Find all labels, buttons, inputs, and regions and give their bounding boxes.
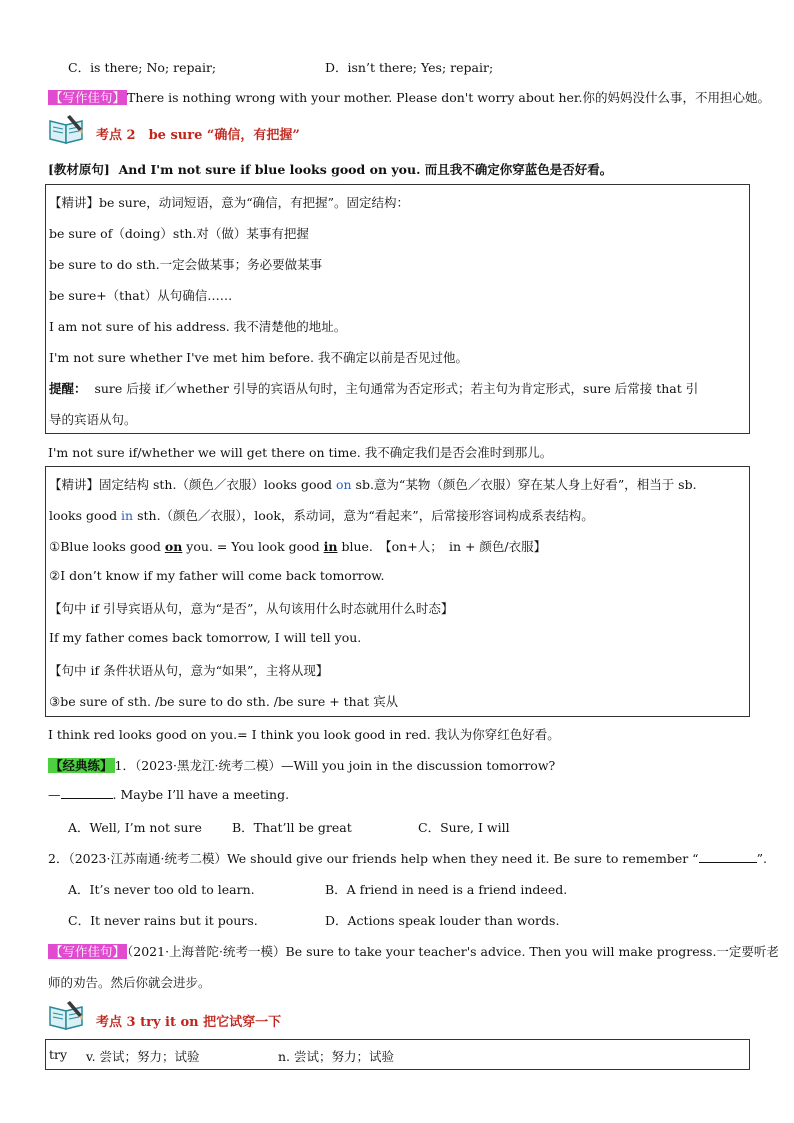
box2-l2-c: sth.（颜色／衣服），look，系动词，意为“看起来”，后常接形容词构成系表结构。: [133, 508, 594, 523]
example-after-box2: I think red looks good on you.= I think you look good in red. 我认为你穿红色好看。: [48, 727, 560, 742]
kaodian-2-title: 考点 2 be sure “确信，有把握”: [96, 128, 300, 143]
q1-option-b: B．That’ll be great: [232, 820, 352, 835]
box2-on-word: on: [335, 477, 352, 492]
q1-option-c: C．Sure, I will: [418, 820, 510, 835]
book-pen-icon: [48, 999, 88, 1031]
writing-tag: 【写作佳句】: [50, 90, 126, 105]
box2-line-4: ②I don’t know if my father will come back tomorrow.: [49, 568, 385, 583]
box2-line-5: 【句中 if 引导宾语从句，意为“是否”，从句该用什么时态就用什么时态】: [49, 601, 454, 616]
q1-stem: 1．（2023·黑龙江·统考二模）—Will you join in the discussion tomorrow?: [114, 758, 556, 773]
example-between: I'm not sure if/whether we will get there on time. 我不确定我们是否会准时到那儿。: [48, 445, 553, 460]
option-c: C．is there; No; repair;: [68, 60, 217, 75]
explanation-box-3: [45, 1039, 750, 1070]
q2-stem-text: 2．（2023·江苏南通·统考二模）We should give our friends help when they need it. Be sure to remember “: [48, 851, 699, 866]
box1-line-5: I am not sure of his address. 我不清楚他的地址。: [49, 319, 347, 334]
exercise-q1: [48, 756, 555, 774]
kaodian-3-title: 考点 3 try it on 把它试穿一下: [96, 1015, 282, 1030]
box2-line-6: If my father comes back tomorrow, I will tell you.: [49, 630, 362, 645]
box1-line-6: I'm not sure whether I've met him before. 我不确定以前是否见过他。: [49, 350, 468, 365]
reminder-text: sure 后接 if／whether 引导的宾语从句时，主句通常为否定形式；若主句为肯定形式，sure 后常接 that 引: [94, 381, 699, 396]
q1-blank: [61, 787, 113, 799]
box2-l2-a: looks good: [49, 508, 122, 523]
box2-line-8: ③be sure of sth. /be sure to do sth. /be sure + that 宾从: [49, 694, 399, 709]
box2-line-2: [49, 506, 594, 524]
reminder-label: 提醒：: [49, 381, 87, 396]
box2-l3-a: ①Blue looks good: [49, 539, 165, 554]
box2-line-1: [49, 475, 697, 493]
q1-after-blank: . Maybe I’ll have a meeting.: [112, 787, 290, 802]
explanation-box-1: [45, 184, 750, 434]
box2-line-7: 【句中 if 条件状语从句，意为“如果”，主将从现】: [49, 663, 329, 678]
q2-option-c: C．It never rains but it pours.: [68, 913, 258, 928]
textbook-text: And I'm not sure if blue looks good on you. 而且我不确定你穿蓝色是否好看。: [118, 162, 613, 177]
textbook-sentence: [48, 160, 612, 178]
box1-line-1: 【精讲】be sure，动词短语，意为“确信，有把握”。固定结构：: [49, 195, 409, 210]
q1-answer-line: [48, 787, 289, 802]
exercise-tag: 【经典练】: [50, 758, 113, 773]
textbook-tag: [教材原句]: [48, 162, 110, 177]
box2-l3-on: on: [164, 539, 183, 554]
box2-text-a: 【精讲】固定结构 sth.（颜色／衣服）looks good: [49, 477, 336, 492]
q1-option-a: A．Well, I’m not sure: [68, 820, 202, 835]
box1-line-3: be sure to do sth.一定会做某事；务必要做某事: [49, 257, 323, 272]
box3-verb-def: v. 尝试；努力；试验: [86, 1049, 200, 1064]
box2-in-word: in: [121, 508, 134, 523]
option-d: D．isn’t there; Yes; repair;: [325, 60, 494, 75]
box2-l3-in: in: [323, 539, 338, 554]
box1-line-8: 导的宾语从句。: [49, 412, 137, 427]
box2-l3-e: blue. 【on+人； in + 颜色/衣服】: [337, 539, 547, 554]
q2-stem: [48, 849, 767, 867]
q2-option-d: D．Actions speak louder than words.: [325, 913, 560, 928]
box1-line-7: [49, 379, 698, 397]
q2-blank: [699, 851, 757, 863]
writing-text-2: （2021·上海普陀·统考一模）Be sure to take your teacher's advice. Then you will make progress.一定要听老: [127, 944, 779, 959]
box1-line-4: be sure+（that）从句确信……: [49, 288, 233, 303]
q2-option-a: A．It’s never too old to learn.: [68, 882, 255, 897]
book-pen-icon: [48, 113, 88, 145]
box1-line-2: be sure of（doing）sth.对（做）某事有把握: [49, 226, 309, 241]
q1-dash: —: [48, 787, 61, 802]
box2-line-3: [49, 537, 546, 555]
explanation-box-2: [45, 466, 750, 717]
writing-tag-2: 【写作佳句】: [50, 944, 126, 959]
q2-stem-end: ”.: [756, 851, 767, 866]
box3-word: try: [49, 1047, 68, 1062]
box2-text-c: sb.意为“某物（颜色／衣服）穿在某人身上好看”，相当于 sb.: [351, 477, 697, 492]
writing-sentence-2-cont: 师的劝告。然后你就会进步。: [48, 975, 211, 990]
writing-sentence-2: [48, 942, 779, 960]
box3-noun-def: n. 尝试；努力；试验: [278, 1049, 394, 1064]
q2-option-b: B．A friend in need is a friend indeed.: [325, 882, 568, 897]
writing-sentence-1: [48, 88, 770, 106]
box2-l3-c: you. = You look good: [182, 539, 324, 554]
writing-text: There is nothing wrong with your mother. Please don't worry about her.你的妈妈没什么事，不用担心她。: [127, 90, 770, 105]
